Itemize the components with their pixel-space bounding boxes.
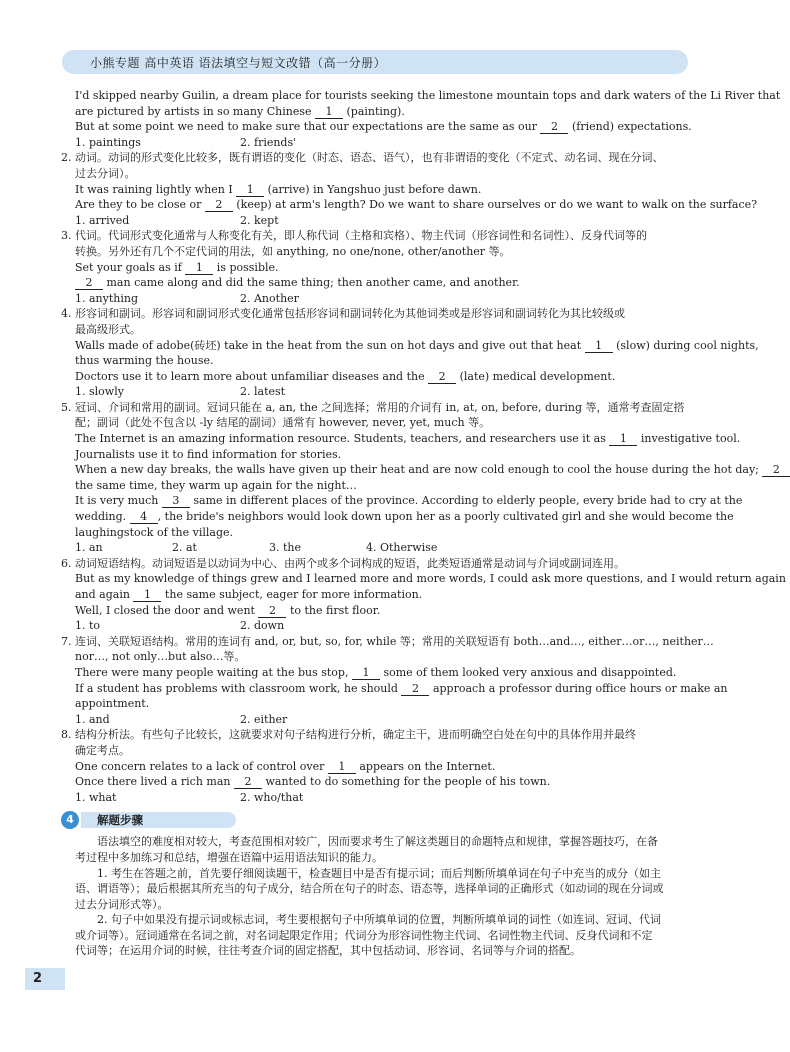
text-line bbox=[75, 759, 690, 775]
answer-blank: 2 bbox=[540, 121, 568, 134]
answer-blank: 2 bbox=[428, 371, 456, 384]
answer-item: 1. paintings bbox=[75, 135, 141, 149]
text-line bbox=[75, 681, 728, 697]
text-line bbox=[75, 182, 690, 198]
answer-blank: 1 bbox=[315, 106, 343, 119]
section-heading bbox=[61, 228, 690, 244]
line-text-after: some of them looked very anxious and disappointed. bbox=[379, 665, 677, 679]
line-text: 过去分词形式等）。 bbox=[75, 897, 169, 911]
section-heading bbox=[61, 400, 690, 416]
line-text: 6. 动词短语结构。动词短语是以动词为中心、由两个或多个词构成的短语，此类短语通常是动词与介词或副词连用。 bbox=[61, 556, 625, 570]
line-text: 8. 结构分析法。有些句子比较长，这就要求对句子结构进行分析，确定主干，进而明确空白处在句中的具体作用并最终 bbox=[61, 728, 636, 742]
answer-blank: 2 bbox=[234, 776, 262, 789]
line-text: 代词等；在运用介词的时候，往往考查介词的固定搭配，其中包括动词、形容词、名词等与介词的搭配。 bbox=[75, 944, 581, 958]
text-line bbox=[75, 665, 690, 681]
line-text: Set your goals as if bbox=[75, 260, 186, 274]
text-line bbox=[75, 493, 743, 509]
header-bar bbox=[62, 50, 688, 74]
answer-blank: 4 bbox=[130, 511, 158, 524]
step-banner bbox=[61, 810, 690, 830]
text-line bbox=[75, 197, 758, 213]
step-badge: 4 bbox=[61, 811, 79, 829]
line-text-after: (late) medical development. bbox=[456, 369, 616, 383]
text-line bbox=[75, 369, 690, 385]
answer-blank: 1 bbox=[133, 589, 161, 602]
line-text: 2. 句子中如果没有提示词或标志词，考生要根据句子中所填单词的位置，判断所填单词的词性（如连词、冠词、代词 bbox=[97, 913, 661, 927]
line-text: 4. 形容词和副词。形容词和副词形式变化通常包括形容词和副词转化为其他词类或是形容词和副词转化为其比较级或 bbox=[61, 307, 625, 321]
line-text: There were many people waiting at the bus stop, bbox=[75, 665, 352, 679]
answer-row bbox=[75, 384, 690, 400]
line-text: Walls made of adobe(砖坯) take in the heat from the sun on hot days and give out that heat bbox=[75, 338, 585, 352]
answer-blank: 1 bbox=[352, 667, 380, 680]
line-text: 考过程中多加练习和总结，增强在语篇中运用语法知识的能力。 bbox=[75, 850, 383, 864]
answer-item: 4. Otherwise bbox=[366, 541, 438, 555]
line-text: 语法填空的难度相对较大，考查范围相对较广，因而要求考生了解这类题目的命题特点和规律，掌握答题技巧，在备 bbox=[97, 835, 658, 849]
line-text-after: (keep) at arm's length? Do we want to share ourselves or do we want to walk on the surface? bbox=[232, 198, 758, 212]
line-text: 确定考点。 bbox=[75, 743, 130, 757]
text-line bbox=[75, 119, 690, 135]
line-text-after: , the bride's neighbors would look down upon her as a poorly cultivated girl and she would become the bbox=[157, 510, 734, 524]
line-text: Journalists use it to find information for stories. bbox=[75, 447, 342, 461]
answer-blank: 1 bbox=[185, 262, 213, 275]
answer-item: 1. what bbox=[75, 790, 117, 804]
line-text-after: (slow) during cool nights, bbox=[612, 338, 759, 352]
line-text-after: wanted to do something for the people of his town. bbox=[262, 775, 551, 789]
text-line bbox=[75, 447, 690, 463]
answer-item: 1. arrived bbox=[75, 213, 130, 227]
text-line bbox=[75, 322, 690, 338]
text-line bbox=[75, 897, 690, 913]
line-text: If a student has problems with classroom work, he should bbox=[75, 681, 402, 695]
line-text: appointment. bbox=[75, 697, 150, 711]
answer-blank: 2 bbox=[258, 605, 286, 618]
answer-item: 2. either bbox=[240, 712, 288, 726]
page-number: 2 bbox=[25, 968, 65, 990]
answer-item: 1. to bbox=[75, 619, 101, 633]
answer-blank: 2 bbox=[762, 464, 790, 477]
line-text: Doctors use it to learn more about unfamiliar diseases and the bbox=[75, 369, 429, 383]
line-text: are pictured by artists in so many Chinese bbox=[75, 104, 315, 118]
text-line bbox=[75, 462, 780, 478]
text-line bbox=[75, 881, 690, 897]
text-line bbox=[75, 525, 690, 541]
text-line bbox=[75, 571, 786, 587]
paragraph-line bbox=[75, 866, 690, 882]
text-line bbox=[75, 743, 690, 759]
text-line bbox=[75, 431, 741, 447]
step-title: 解题步骤 bbox=[97, 813, 143, 828]
text-line bbox=[75, 850, 690, 866]
answer-blank: 2 bbox=[75, 277, 103, 290]
line-text: thus warming the house. bbox=[75, 354, 214, 368]
answer-item: 3. the bbox=[269, 541, 302, 555]
answer-item: 1. slowly bbox=[75, 385, 124, 399]
answer-row bbox=[75, 135, 690, 151]
line-text: Are they to be close or bbox=[75, 198, 205, 212]
line-text: Once there lived a rich man bbox=[75, 775, 234, 789]
answer-item: 2. at bbox=[172, 541, 197, 555]
line-text-after: same in different places of the province. According to elderly people, every bride had to cry at the bbox=[189, 494, 743, 508]
document-body bbox=[61, 88, 786, 959]
line-text: 7. 连词、关联短语结构。常用的连词有 and, or, but, so, for, while 等；常用的关联短语有 both…and…, either…or…, neither… bbox=[61, 634, 714, 648]
text-line bbox=[75, 260, 690, 276]
line-text: When a new day breaks, the walls have given up their heat and are now cold enough to cool the house during the hot day; bbox=[75, 463, 763, 477]
text-line bbox=[75, 928, 690, 944]
answer-row bbox=[75, 540, 690, 556]
section-heading bbox=[61, 727, 690, 743]
line-text: 转换。另外还有几个不定代词的用法，如 anything, no one/none, other/another 等。 bbox=[75, 244, 511, 258]
line-text: and again bbox=[75, 588, 134, 601]
line-text: wedding. bbox=[75, 510, 130, 524]
text-line bbox=[75, 478, 690, 494]
answer-blank: 1 bbox=[585, 340, 613, 353]
answer-item: 2. kept bbox=[240, 213, 279, 227]
line-text: One concern relates to a lack of control over bbox=[75, 759, 328, 773]
text-line bbox=[75, 415, 690, 431]
text-line bbox=[75, 166, 690, 182]
answer-blank: 3 bbox=[162, 495, 190, 508]
answer-row bbox=[75, 712, 690, 728]
section-heading bbox=[61, 634, 714, 650]
line-text: I'd skipped nearby Guilin, a dream place for tourists seeking the limestone mountain tops and dark waters of the Li River that bbox=[75, 89, 781, 102]
line-text: 2. 动词。动词的形式变化比较多，既有谓语的变化（时态、语态、语气），也有非谓语的变化（不定式、动名词、现在分词、 bbox=[61, 151, 664, 165]
line-text: The Internet is an amazing information resource. Students, teachers, and researchers use it as bbox=[75, 432, 610, 446]
answer-item: 2. who/that bbox=[240, 790, 304, 804]
line-text-after: (friend) expectations. bbox=[568, 120, 692, 134]
line-text-after: (arrive) in Yangshuo just before dawn. bbox=[264, 182, 482, 196]
text-line bbox=[75, 509, 734, 525]
line-text-after: (painting). bbox=[342, 104, 405, 118]
answer-item: 1. an bbox=[75, 541, 103, 555]
line-text: 1. 考生在答题之前，首先要仔细阅读题干，检查题目中是否有提示词；而后判断所填单词在句子中充当的成分（如主 bbox=[97, 866, 661, 880]
answer-row bbox=[75, 291, 690, 307]
line-text: laughingstock of the village. bbox=[75, 525, 234, 539]
text-line bbox=[75, 587, 690, 603]
line-text-after: is possible. bbox=[213, 260, 279, 274]
answer-blank: 1 bbox=[236, 184, 264, 197]
answer-item: 2. latest bbox=[240, 385, 286, 399]
line-text: 配；副词（此处不包含以 -ly 结尾的副词）通常有 however, never, yet, much 等。 bbox=[75, 416, 491, 430]
text-line bbox=[75, 649, 690, 665]
text-line bbox=[75, 696, 690, 712]
line-text-after: appears on the Internet. bbox=[355, 759, 496, 773]
line-text-after: approach a professor during office hours or make an bbox=[429, 681, 728, 695]
line-text: 3. 代词。代词形式变化通常与人称变化有关，即人称代词（主格和宾格）、物主代词（形容词性和名词性）、反身代词等的 bbox=[61, 229, 647, 243]
line-text-after: to the first floor. bbox=[286, 603, 381, 617]
text-line bbox=[75, 774, 690, 790]
line-text: 最高级形式。 bbox=[75, 322, 141, 336]
answer-item: 2. Another bbox=[240, 291, 299, 305]
text-line bbox=[75, 88, 781, 104]
line-text-after: investigative tool. bbox=[637, 432, 741, 446]
text-line bbox=[75, 353, 690, 369]
text-line bbox=[75, 338, 759, 354]
header-title: 小熊专题 高中英语 语法填空与短文改错（高一分册） bbox=[90, 56, 387, 70]
answer-row bbox=[75, 790, 690, 806]
text-line bbox=[75, 943, 690, 959]
line-text-after: man came along and did the same thing; then another came, and another. bbox=[103, 276, 520, 290]
line-text: Well, I closed the door and went bbox=[75, 603, 259, 617]
text-line bbox=[75, 275, 690, 291]
answer-item: 1. and bbox=[75, 712, 110, 726]
paragraph-line bbox=[75, 912, 690, 928]
line-text: 语、谓语等）；最后根据其所充当的句子成分，结合所在句子的时态、语态等，选择单词的正确形式（如动词的现在分词或 bbox=[75, 882, 664, 896]
section-heading bbox=[61, 150, 690, 166]
answer-item: 2. friends' bbox=[240, 135, 297, 149]
text-line bbox=[75, 603, 690, 619]
line-text: It is very much bbox=[75, 494, 162, 508]
answer-blank: 1 bbox=[328, 761, 356, 774]
line-text: 过去分词）。 bbox=[75, 166, 136, 180]
step-bar bbox=[81, 812, 236, 828]
answer-blank: 2 bbox=[205, 199, 233, 212]
line-text: 5. 冠词、介词和常用的副词。冠词只能在 a, an, the 之间选择；常用的介词有 in, at, on, before, during 等，通常考查固定搭 bbox=[61, 400, 685, 414]
line-text: But as my knowledge of things grew and I learned more and more words, I could ask more questions, and I would return again bbox=[75, 572, 786, 586]
line-text: nor…, not only…but also…等。 bbox=[75, 650, 246, 664]
line-text: 或介词等）。冠词通常在名词之前，对名词起限定作用；代词分为形容词性物主代词、名词性物主代词、反身代词和不定 bbox=[75, 928, 653, 942]
answer-item: 1. anything bbox=[75, 291, 138, 305]
text-line bbox=[75, 244, 690, 260]
section-heading bbox=[61, 556, 690, 572]
answer-row bbox=[75, 618, 690, 634]
section-heading bbox=[61, 306, 690, 322]
line-text: It was raining lightly when I bbox=[75, 182, 237, 196]
line-text: the same time, they warm up again for the night… bbox=[75, 478, 357, 492]
paragraph-line bbox=[75, 834, 690, 850]
text-line bbox=[75, 104, 690, 120]
line-text: But at some point we need to make sure that our expectations are the same as our bbox=[75, 120, 541, 134]
line-text-after: the same subject, eager for more information. bbox=[161, 588, 423, 601]
answer-row bbox=[75, 213, 690, 229]
answer-blank: 2 bbox=[401, 683, 429, 696]
answer-blank: 1 bbox=[609, 433, 637, 446]
answer-item: 2. down bbox=[240, 619, 285, 633]
